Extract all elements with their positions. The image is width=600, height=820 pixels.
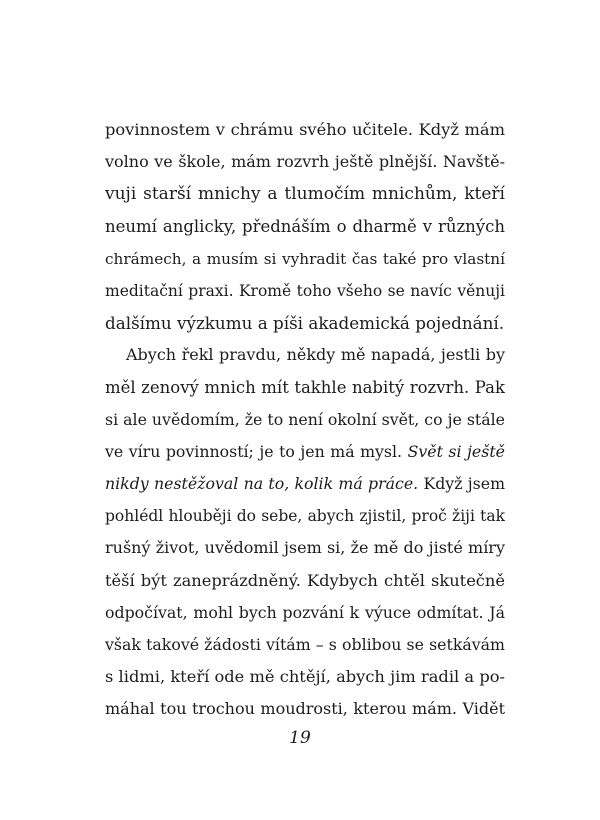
text-line <box>105 275 505 307</box>
text-run: vuji starší mnichy a tlumočím mnichům, kteří <box>105 184 505 205</box>
text-line <box>105 661 505 693</box>
text-line <box>105 404 505 436</box>
text-line <box>105 178 505 210</box>
text-line <box>105 629 505 661</box>
text-run: neumí anglicky, přednáším o dharmě v různých <box>105 216 505 236</box>
text-line <box>105 436 505 468</box>
text-line <box>105 372 505 404</box>
paragraph-1 <box>105 114 505 339</box>
text-line <box>105 693 505 725</box>
text-run: ve víru povinností; je to jen má mysl. <box>105 441 408 461</box>
text-line <box>105 468 505 500</box>
text-line <box>105 500 505 532</box>
italic-text-run: nikdy nestěžoval na to, kolik má práce. <box>105 474 419 494</box>
text-line <box>105 339 505 371</box>
text-run: meditační praxi. Kromě toho všeho se navíc věnuji <box>105 281 505 300</box>
text-run: si ale uvědomím, že to není okolní svět, co je stále <box>105 409 505 429</box>
text-line <box>105 146 505 178</box>
text-run: chrámech, a musím si vyhradit čas také pro vlastní <box>105 249 505 268</box>
text-line <box>105 211 505 243</box>
text-run: pohlédl hlouběji do sebe, abych zjistil, proč žiji tak <box>105 507 505 526</box>
text-run: s lidmi, kteří ode mě chtějí, abych jim radil a po- <box>105 667 505 687</box>
text-run: však takové žádosti vítám – s oblibou se setkávám <box>105 635 505 654</box>
text-run: volno ve škole, mám rozvrh ještě plnější. Navště- <box>105 152 505 172</box>
text-run: těší být zaneprázdněný. Kdybych chtěl skutečně <box>105 570 505 590</box>
text-line <box>105 597 505 629</box>
body-text <box>105 114 505 726</box>
paragraph-2 <box>105 339 505 725</box>
text-run: Abych řekl pravdu, někdy mě napadá, jestli by <box>126 345 505 365</box>
text-run: rušný život, uvědomil jsem si, že mě do jisté míry <box>105 538 505 558</box>
text-line <box>105 243 505 275</box>
text-line <box>105 565 505 597</box>
text-line <box>105 114 505 146</box>
text-run: máhal tou trochou moudrosti, kterou mám. Vidět <box>105 699 505 719</box>
text-run: odpočívat, mohl bych pozvání k výuce odmítat. Já <box>105 602 505 622</box>
text-run: měl zenový mnich mít takhle nabitý rozvrh. Pak <box>105 377 505 397</box>
text-run: povinnostem v chrámu svého učitele. Když mám <box>105 120 505 139</box>
text-line <box>105 532 505 564</box>
text-run: Když jsem <box>418 474 505 494</box>
text-run: dalšímu výzkumu a píši akademická pojednání. <box>105 313 505 334</box>
italic-text-run: Svět si ještě <box>407 441 505 461</box>
text-line <box>105 307 505 339</box>
page-number: 19 <box>289 728 311 748</box>
